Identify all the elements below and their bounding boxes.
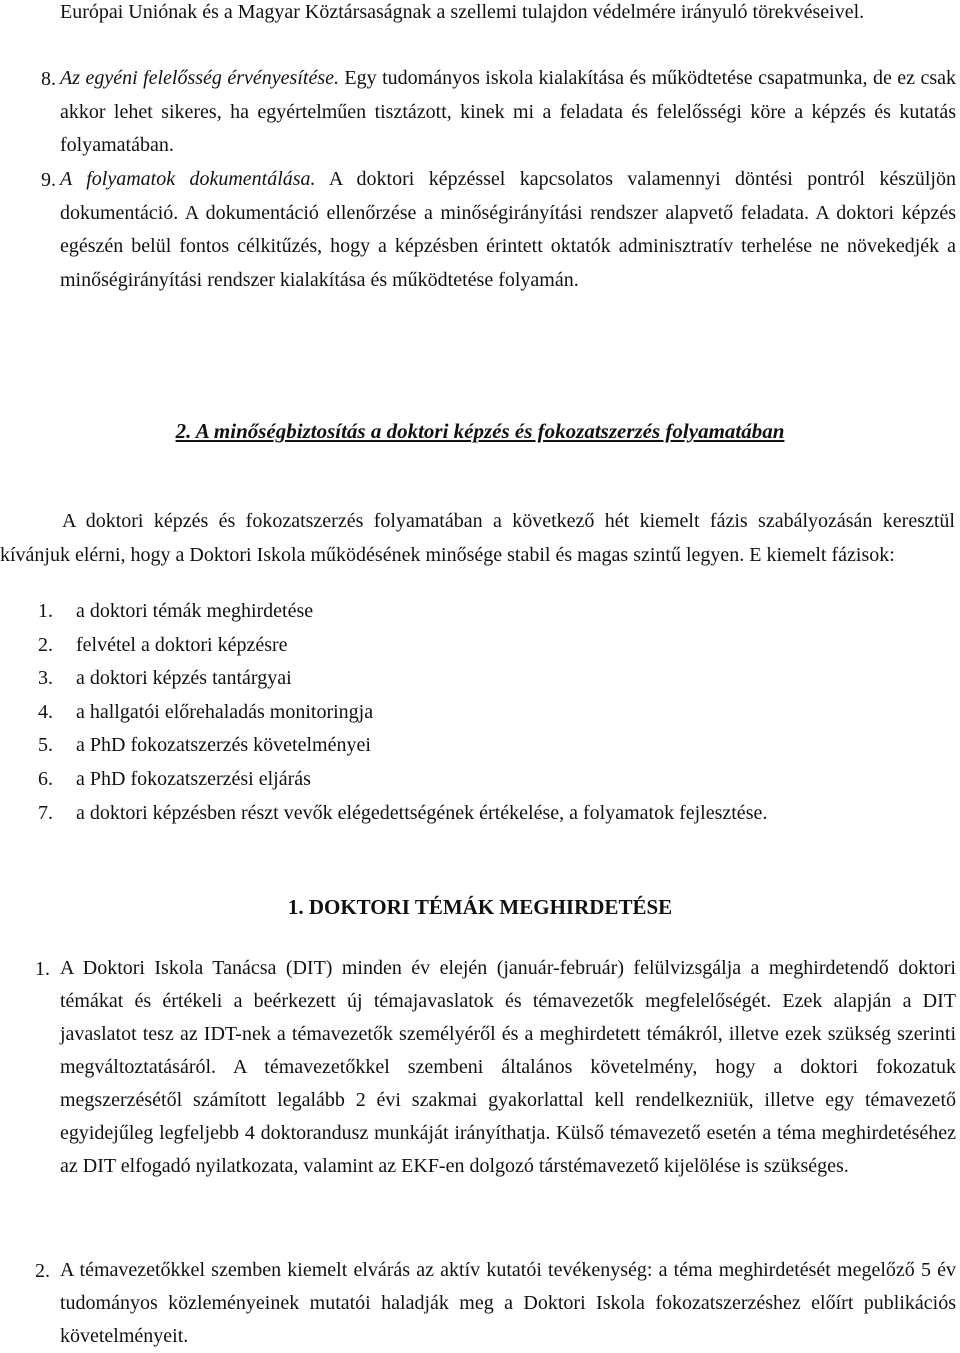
point-lead: A folyamatok dokumentálása.: [60, 168, 316, 190]
chapter-heading: 2. A minőségbiztosítás a doktori képzés és fokozatszerzés folyamatában: [175, 419, 785, 443]
list-item: [0, 730, 960, 764]
list-item-label: a hallgatói előrehaladás monitoringja: [76, 700, 374, 723]
list-item-label: a doktori témák meghirdetése: [76, 600, 314, 622]
point-number: 9.: [41, 169, 56, 191]
point-number: 1.: [35, 958, 50, 980]
point-paragraph: A témavezetőkkel szemben kiemelt elvárás az aktív kutatói tevékenység: a téma meghirdetését megelőző 5 év tudományos közleményeinek mutatói haladják meg a Doktori Iskola fokozatszerzéshez előírt publikációs követelményeit.: [60, 1259, 956, 1347]
list-item-label: a PhD fokozatszerzési eljárás: [76, 767, 311, 790]
list-item-number: 5.: [38, 734, 53, 757]
list-item-number: 4.: [38, 700, 53, 723]
list-item-label: a PhD fokozatszerzés követelményei: [76, 734, 371, 757]
list-item-label: a doktori képzés tantárgyai: [76, 667, 292, 690]
point-text: Egy tudományos iskola kialakítása és működtetése csapatmunka, de ez csak akkor lehet sikeres, ha egyértelműen tisztázott, kinek mi a feladata és felelősségi köre a képzés és kutatás folyamatában.: [60, 67, 956, 156]
list-item-number: 7.: [38, 801, 53, 824]
point-paragraph: A Doktori Iskola Tanácsa (DIT) minden év elején (január-február) felülvizsgálja a meghirdetendő doktori témákat és értékeli a beérkezett új témajavaslatok és témavezetők megfelelőségét. Ezek alapján a DIT javaslatot tesz az IDT-nek a témavezetők személyéről és a meghirdetett témákról, illetve ezek szükség szerinti megváltoztatásáról. A témavezetőkkel szembeni általános követelmény, hogy a doktori fokozatuk megszerzésétől számított legalább 2 évi szakmai gyakorlattal kell rendelkezniük, illetve egy témavezető egyidejűleg legfeljebb 4 doktorandusz munkáját irányíthatja. Külső témavezető esetén a téma meghirdetéséhez az DIT elfogadó nyilatkozata, valamint az EKF-en dolgozó társtémavezető kijelölése is szükséges.: [60, 957, 956, 1177]
point-paragraph: [60, 62, 956, 163]
point-lead: Az egyéni felelősség érvényesítése.: [60, 67, 339, 89]
list-item-number: 2.: [38, 633, 53, 656]
list-item-number: 1.: [38, 600, 53, 622]
intro-paragraph: A doktori képzés és fokozatszerzés folyamatában a következő hét kiemelt fázis szabályozásán keresztül kívánjuk elérni, hogy a Doktori Iskola működésének minősége stabil és magas szintű legyen. E kiemelt fázisok:: [0, 510, 955, 566]
list-item: [0, 798, 960, 832]
section-title: 1. DOKTORI TÉMÁK MEGHIRDETÉSE: [287, 895, 673, 919]
point-text: A doktori képzéssel kapcsolatos valamennyi döntési pontról készüljön dokumentáció. A dokumentáció ellenőrzése a minőségirányítási rendszer alapvető feladata. A doktori képzés egészén belül fontos célkitűzés, hogy a képzésben érintett oktatók adminisztratív terhelése ne növekedjék a minőségirányítási rendszer kialakítása és működtetése folyamán.: [60, 168, 956, 291]
list-item: [0, 764, 960, 798]
phase-list: [0, 596, 960, 831]
point-paragraph: [60, 163, 956, 297]
list-item: [0, 596, 960, 630]
continuation-paragraph: Európai Uniónak és a Magyar Köztársaságnak a szellemi tulajdon védelmére irányuló törekvéseivel.: [60, 1, 865, 23]
list-item-number: 3.: [38, 667, 53, 690]
list-item: [0, 697, 960, 731]
list-item-number: 6.: [38, 767, 53, 790]
list-item: [0, 663, 960, 697]
point-number: 8.: [41, 68, 56, 90]
point-number: 2.: [35, 1260, 50, 1282]
list-item-label: a doktori képzésben részt vevők elégedettségének értékelése, a folyamatok fejlesztése.: [76, 801, 768, 824]
list-item-label: felvétel a doktori képzésre: [76, 633, 288, 656]
list-item: [0, 630, 960, 664]
